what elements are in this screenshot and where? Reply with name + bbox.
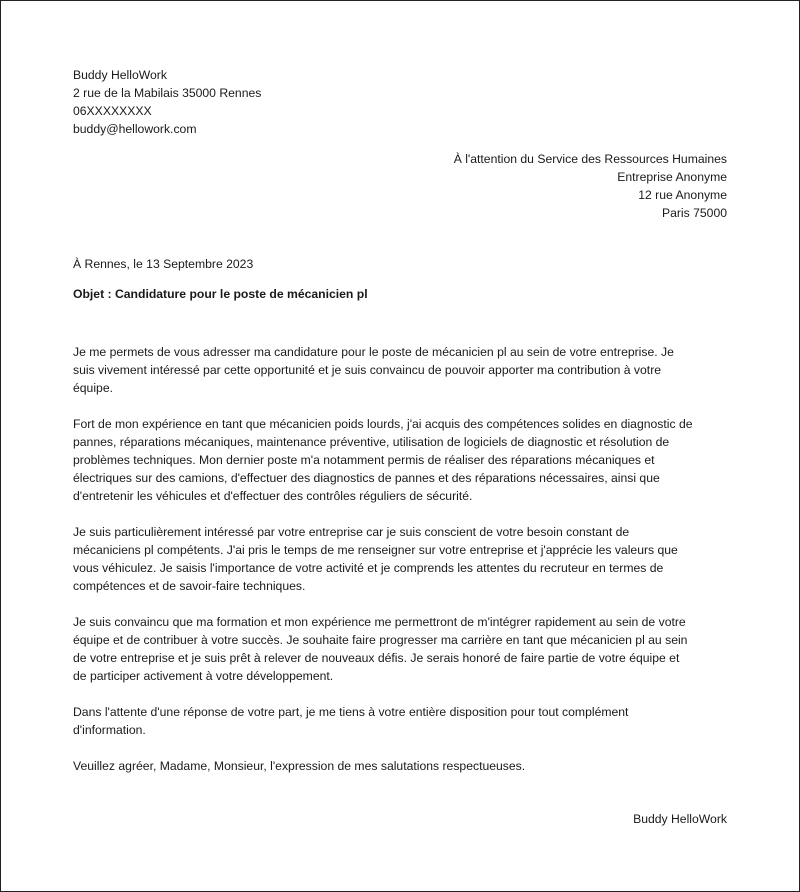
paragraph-line: équipe. [73, 381, 113, 395]
paragraph-experience [73, 415, 733, 505]
subject-line: Objet : Candidature pour le poste de mécanicien pl [73, 287, 368, 301]
paragraph-line: suis vivement intéressé par cette opportunité et je suis convaincu de pouvoir apporter ma contribution à votre [73, 363, 662, 377]
paragraph-line: d'information. [73, 723, 146, 737]
paragraph-line: de participer activement à votre développement. [73, 669, 334, 683]
paragraph-line: d'entretenir les véhicules et d'effectuer des contrôles réguliers de sécurité. [73, 489, 473, 503]
sender-name: Buddy HelloWork [73, 68, 167, 82]
paragraph-motivation [73, 523, 733, 595]
paragraph-line: compétences et de savoir-faire techniques. [73, 579, 306, 593]
letter-body [73, 343, 733, 793]
paragraph-line: Je suis particulièrement intéressé par votre entreprise car je suis conscient de votre besoin constant de [73, 525, 630, 539]
recipient-street: 12 rue Anonyme [638, 188, 727, 202]
paragraph-conviction [73, 613, 733, 685]
paragraph-line: électriques sur des camions, d'effectuer des diagnostics de pannes et des réparations nécessaires, ainsi que [73, 471, 660, 485]
recipient-block [454, 150, 727, 222]
paragraph-line: Fort de mon expérience en tant que mécanicien poids lourds, j'ai acquis des compétences solides en diagnostic de [73, 417, 693, 431]
paragraph-closing [73, 757, 733, 775]
sender-address: 2 rue de la Mabilais 35000 Rennes [73, 86, 262, 100]
paragraph-intro [73, 343, 733, 397]
paragraph-availability [73, 703, 733, 739]
sender-email: buddy@hellowork.com [73, 122, 197, 136]
recipient-city: Paris 75000 [661, 206, 727, 220]
paragraph-line: problèmes techniques. Mon dernier poste m'a notamment permis de réaliser des réparations mécaniques et [73, 453, 655, 467]
paragraph-line: mécaniciens pl compétents. J'ai pris le temps de me renseigner sur votre entreprise et j'apprécie les valeurs que [73, 543, 678, 557]
sender-block [73, 66, 261, 138]
paragraph-line: Dans l'attente d'une réponse de votre part, je me tiens à votre entière disposition pour tout complément [73, 705, 629, 719]
paragraph-line: Veuillez agréer, Madame, Monsieur, l'expression de mes salutations respectueuses. [73, 759, 526, 773]
paragraph-line: de votre entreprise et je suis prêt à relever de nouveaux défis. Je serais honoré de faire partie de votre équipe et [73, 651, 680, 665]
paragraph-line: vous véhiculez. Je saisis l'importance de votre activité et je comprends les attentes du recruteur en termes de [73, 561, 664, 575]
recipient-attention: À l'attention du Service des Ressources Humaines [453, 152, 727, 166]
recipient-company: Entreprise Anonyme [617, 170, 727, 184]
paragraph-line: pannes, réparations mécaniques, maintenance préventive, utilisation de logiciels de diagnostic et résolution de [73, 435, 670, 449]
sender-phone: 06XXXXXXXX [73, 104, 152, 118]
paragraph-line: équipe et de contribuer à votre succès. Je souhaite faire progresser ma carrière en tant que mécanicien pl au sein [73, 633, 688, 647]
signature: Buddy HelloWork [633, 812, 727, 826]
paragraph-line: Je suis convaincu que ma formation et mon expérience me permettront de m'intégrer rapidement au sein de votre [73, 615, 686, 629]
date-line: À Rennes, le 13 Septembre 2023 [73, 257, 254, 271]
paragraph-line: Je me permets de vous adresser ma candidature pour le poste de mécanicien pl au sein de votre entreprise. Je [73, 345, 674, 359]
